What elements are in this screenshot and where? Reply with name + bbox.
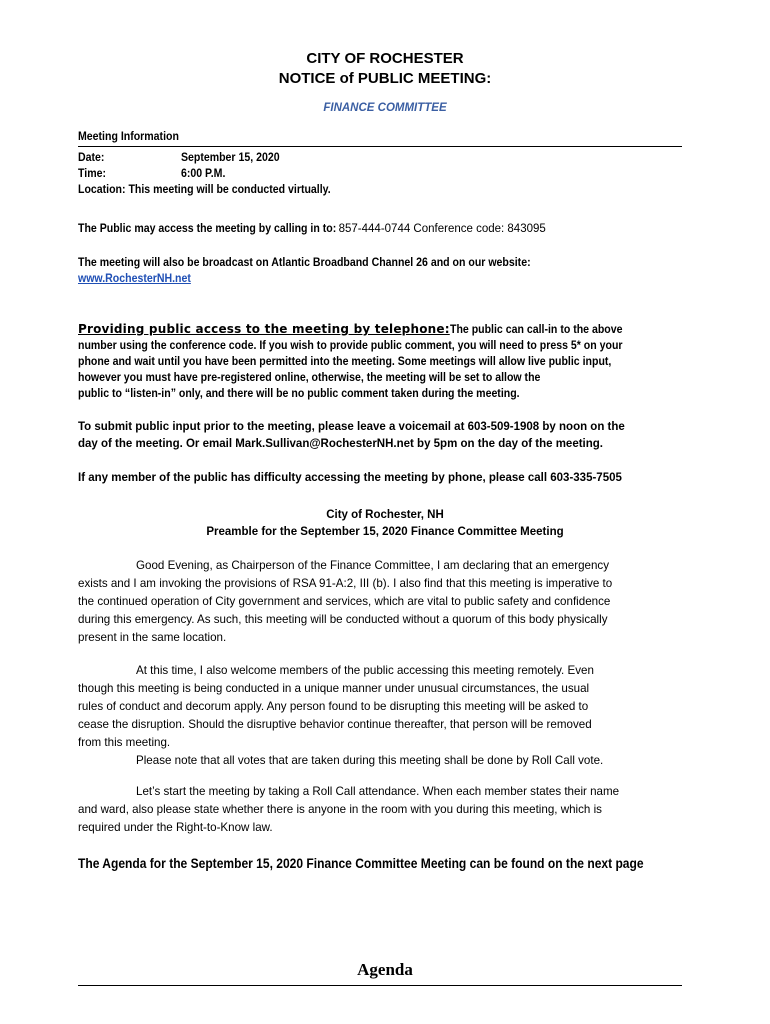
p2-line: though this meeting is being conducted in a unique manner under unusual circumstances, the usual bbox=[78, 682, 590, 695]
date-row bbox=[78, 150, 280, 164]
phone-access-lead: The Public may access the meeting by calling in to: bbox=[78, 221, 337, 235]
broadcast-line: The meeting will also be broadcast on Atlantic Broadband Channel 26 and on our website: bbox=[78, 255, 531, 269]
p1-line: Good Evening, as Chairperson of the Finance Committee, I am declaring that an emergency bbox=[136, 559, 610, 572]
submit-text-1: To submit public input prior to the meeting, please leave a voicemail at 603-509-1908 by noon on the bbox=[78, 421, 625, 433]
preamble-paragraph-1 bbox=[78, 557, 682, 647]
p3-line: Let’s start the meeting by taking a Roll Call attendance. When each member states their name bbox=[136, 785, 620, 798]
website-link[interactable]: www.RochesterNH.net bbox=[78, 271, 191, 285]
p1-line: the continued operation of City government and services, which are vital to public safety and confidence bbox=[78, 595, 611, 608]
agenda-divider bbox=[78, 985, 682, 986]
preamble-title-2: Preamble for the September 15, 2020 Finance Committee Meeting bbox=[206, 526, 564, 538]
telephone-text-3: phone and wait until you have been permitted into the meeting. Some meetings will allow live public input, bbox=[78, 354, 612, 368]
date-label: Date: bbox=[78, 150, 105, 164]
preamble-title-1: City of Rochester, NH bbox=[326, 509, 444, 521]
date-value: September 15, 2020 bbox=[180, 150, 280, 164]
p1-line: exists and I am invoking the provisions of RSA 91-A:2, III (b). I also find that this meeting is imperative to bbox=[78, 577, 613, 590]
telephone-heading: Providing public access to the meeting by telephone: bbox=[78, 322, 450, 336]
time-row bbox=[78, 166, 225, 180]
p2-line: rules of conduct and decorum apply. Any person found to be disrupting this meeting will be asked to bbox=[78, 700, 589, 713]
website-line bbox=[78, 269, 678, 287]
agenda-title: Agenda bbox=[357, 960, 413, 979]
notice-title: NOTICE of PUBLIC MEETING: bbox=[278, 70, 492, 87]
telephone-text-1: The public can call-in to the above bbox=[449, 322, 623, 336]
location-line: Location: This meeting will be conducted virtually. bbox=[78, 182, 331, 196]
time-label: Time: bbox=[78, 166, 106, 180]
phone-access-line bbox=[78, 219, 770, 238]
preamble-paragraph-2 bbox=[78, 662, 682, 770]
telephone-text-4: however you must have pre-registered online, otherwise, the meeting will be set to allow the bbox=[78, 370, 541, 384]
time-value: 6:00 P.M. bbox=[180, 166, 226, 180]
committee-subtitle: FINANCE COMMITTEE bbox=[323, 102, 447, 114]
submit-text-2: day of the meeting. Or email Mark.Sullivan@RochesterNH.net by 5pm on the day of the meeting. bbox=[78, 438, 603, 450]
preamble-paragraph-3 bbox=[78, 783, 682, 837]
p2-line: cease the disruption. Should the disruptive behavior continue thereafter, that person will be removed bbox=[78, 718, 592, 731]
telephone-text-2: number using the conference code. If you wish to provide public comment, you will need to press 5* on your bbox=[78, 338, 623, 352]
difficulty-text: If any member of the public has difficulty accessing the meeting by phone, please call 603-335-7505 bbox=[78, 472, 622, 484]
p1-line: present in the same location. bbox=[78, 631, 227, 644]
p2-line: At this time, I also welcome members of the public accessing this meeting remotely. Even bbox=[136, 664, 594, 677]
phone-access-detail: 857-444-0744 Conference code: 843095 bbox=[335, 223, 546, 235]
p2-line: from this meeting. bbox=[78, 736, 171, 749]
meeting-info-heading: Meeting Information bbox=[78, 129, 179, 143]
meeting-info-divider bbox=[78, 146, 682, 147]
p3-line: and ward, also please state whether there is anyone in the room with you during this meeting, which is bbox=[78, 803, 602, 816]
p3-line: required under the Right-to-Know law. bbox=[78, 821, 273, 834]
p2-line: Please note that all votes that are taken during this meeting shall be done by Roll Call vote. bbox=[136, 754, 604, 767]
telephone-text-5: public to “listen-in” only, and there will be no public comment taken during the meeting. bbox=[78, 386, 520, 400]
city-title: CITY OF ROCHESTER bbox=[306, 50, 464, 67]
agenda-note: The Agenda for the September 15, 2020 Finance Committee Meeting can be found on the next page bbox=[78, 855, 644, 871]
p1-line: during this emergency. As such, this meeting will be conducted without a quorum of this body physically bbox=[78, 613, 608, 626]
